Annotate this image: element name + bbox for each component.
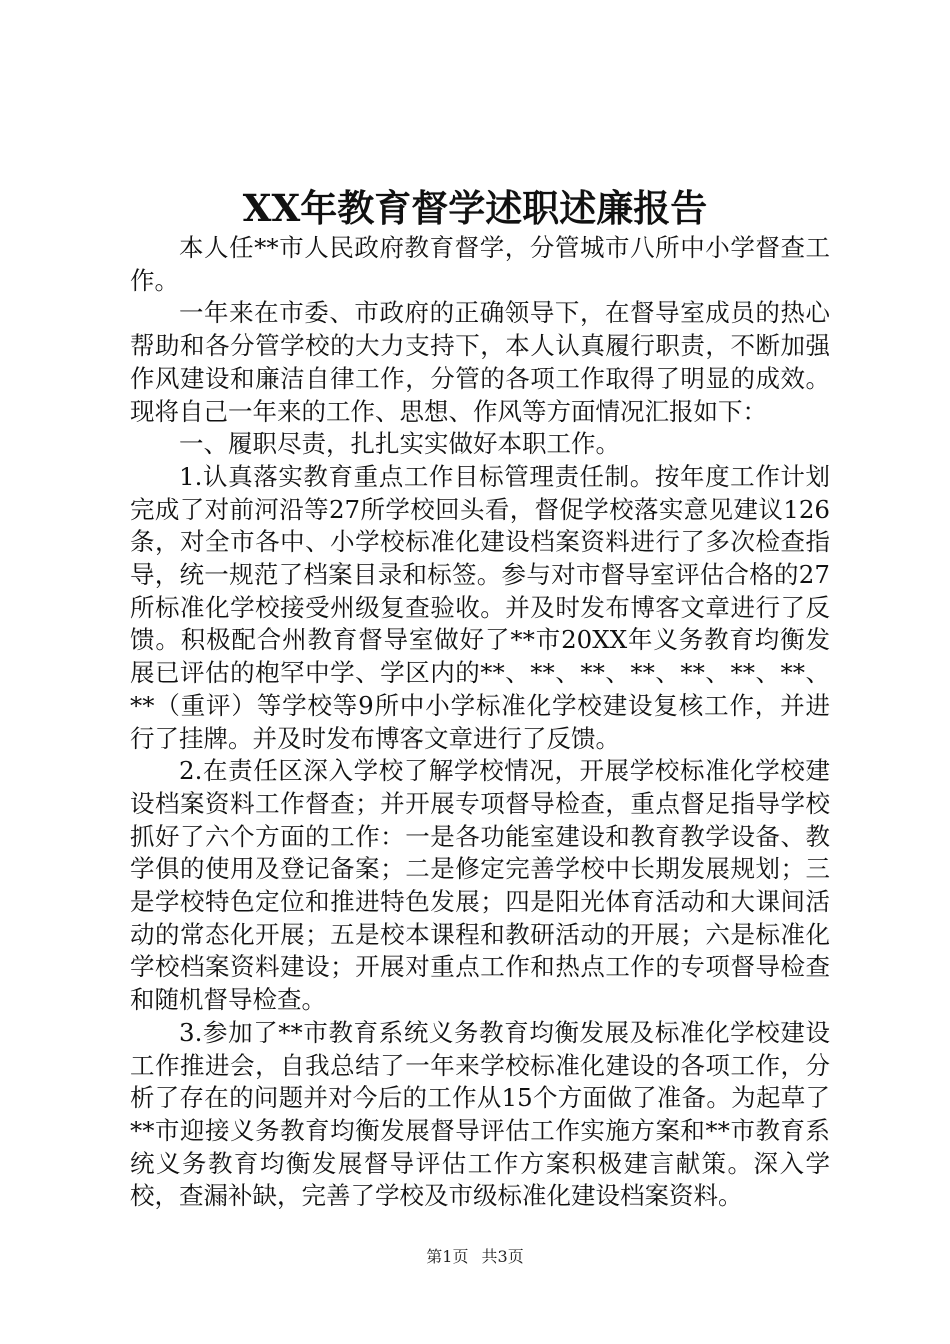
page-footer [0, 1247, 950, 1267]
page-total: 共3页 [481, 1247, 524, 1266]
paragraph: 一年来在市委、市政府的正确领导下，在督导室成员的热心帮助和各分管学校的大力支持下，本人认真履行职责，不断加强作风建设和廉洁自律工作，分管的各项工作取得了明显的成效。现将自己一年来的工作、思想、作风等方面情况汇报如下： [130, 298, 830, 426]
document-body [130, 232, 830, 1213]
paragraph: 1.认真落实教育重点工作目标管理责任制。按年度工作计划完成了对前河沿等27所学校回头看，督促学校落实意见建议126条，对全市各中、小学校标准化建设档案资料进行了多次检查指导，统一规范了档案目录和标签。参与对市督导室评估合格的27所标准化学校接受州级复查验收。并及时发布博客文章进行了反馈。积极配合州教育督导室做好了**市20XX年义务教育均衡发展已评估的枹罕中学、学区内的**、**、**、**、**、**、**、**（重评）等学校等9所中小学标准化学校建设复核工作，并进行了挂牌。并及时发布博客文章进行了反馈。 [130, 461, 830, 753]
paragraph: 2.在责任区深入学校了解学校情况，开展学校标准化学校建设档案资料工作督查；并开展专项督导检查，重点督足指导学校抓好了六个方面的工作：一是各功能室建设和教育教学设备、教学俱的使用及登记备案；二是修定完善学校中长期发展规划；三是学校特色定位和推进特色发展；四是阳光体育活动和大课间活动的常态化开展；五是校本课程和教研活动的开展；六是标准化学校档案资料建设；开展对重点工作和热点工作的专项督导检查和随机督导检查。 [130, 756, 830, 1015]
document-title: XX年教育督学述职述廉报告 [242, 186, 708, 230]
paragraph: 3.参加了**市教育系统义务教育均衡发展及标准化学校建设工作推进会，自我总结了一年来学校标准化建设的各项工作，分析了存在的问题并对今后的工作从15个方面做了准备。为起草了**市迎接义务教育均衡发展督导评估工作实施方案和**市教育系统义务教育均衡发展督导评估工作方案积极建言献策。深入学校，查漏补缺，完善了学校及市级标准化建设档案资料。 [130, 1017, 830, 1211]
section-heading: 一、履职尽责，扎扎实实做好本职工作。 [179, 429, 620, 459]
page-number: 第1页 [426, 1247, 469, 1266]
paragraph: 本人任**市人民政府教育督学，分管城市八所中小学督查工作。 [130, 233, 830, 295]
